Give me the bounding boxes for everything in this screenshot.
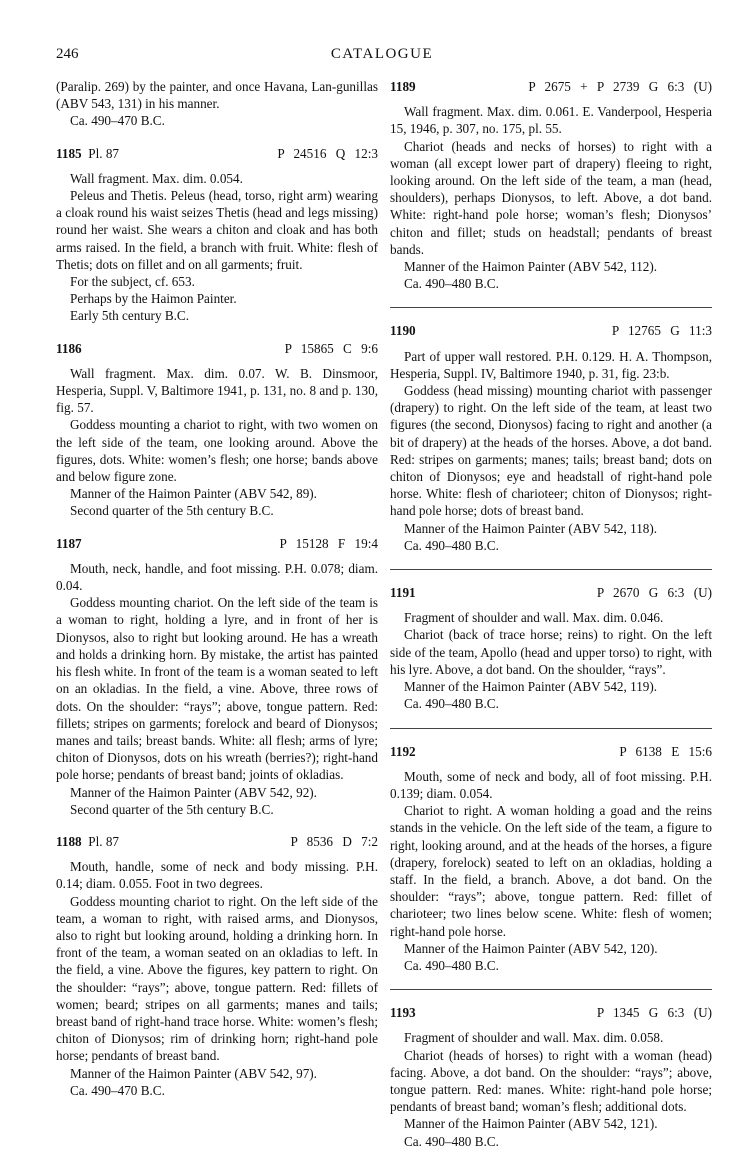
intro-continuation <box>56 78 378 130</box>
entry-header <box>56 833 378 850</box>
entry-number: 1192 <box>390 743 416 759</box>
page-title: CATALOGUE <box>330 46 434 62</box>
inventory-number: P 15865 C 9:6 <box>284 340 378 356</box>
paragraph: Manner of the Haimon Painter (ABV 542, 119). <box>404 679 658 695</box>
paragraph: Goddess mounting chariot to right. On the left side of the team, a woman to right, with raised arms, and Dionysos, also to right but looking around, holding a drinking horn. In front of the team, a woman seated on an okladias to left. In the field, a vine. Above the figures, key pattern to right. On the shoulder: “rays”; above, tongue pattern. Red: fillets of women; beard; stripes on all garments; manes and tails; breast band of right-hand trace horse. White: women’s flesh; chiton of Dionysos; rim of drinking horn; right-hand pole horse; pendants of breast band. <box>56 893 378 1064</box>
section-divider <box>390 989 712 990</box>
entry-number: 1190 <box>390 323 416 339</box>
paragraph: Manner of the Haimon Painter (ABV 542, 118). <box>404 520 658 536</box>
paragraph: Mouth, neck, handle, and foot missing. P.H. 0.078; diam. 0.04. <box>56 560 378 594</box>
entry-header <box>390 743 712 760</box>
entry-number: 1186 <box>56 340 82 356</box>
entry-header <box>390 78 712 95</box>
paragraph: Manner of the Haimon Painter (ABV 542, 97). <box>70 1065 317 1081</box>
plate-ref: Pl. 87 <box>88 833 120 849</box>
date-line: Ca. 490–480 B.C. <box>404 1133 499 1149</box>
inventory-number: P 24516 Q 12:3 <box>277 145 378 161</box>
paragraph: Perhaps by the Haimon Painter. <box>70 291 237 307</box>
section-divider <box>390 307 712 308</box>
page-number: 246 <box>56 46 79 62</box>
right-column <box>390 78 712 1165</box>
entry-number: 1191 <box>390 585 416 601</box>
paragraph: Peleus and Thetis. Peleus (head, torso, right arm) wearing a cloak round his waist seizes Thetis (head and legs missing) round her waist. She wears a chiton and cloak and has both arms raised. In the field, a branch with fruit. White: flesh of Thetis; dots on fillet and on all garments; fruit. <box>56 188 378 272</box>
entry-number: 1193 <box>390 1005 416 1021</box>
paragraph: Manner of the Haimon Painter (ABV 542, 121). <box>404 1116 658 1132</box>
paragraph: Wall fragment. Max. dim. 0.054. <box>70 170 243 186</box>
paragraph: Goddess (head missing) mounting chariot with passenger (drapery) to right. On the left side of the team, at least two figures (the second, Dionysos) facing to right and another (a bit of drapery) at the heads of the horses. Above, a dot band. Red: stripes on garments; manes; tails; breast band; dots on chiton of Dionysos; eye and headstall of right-hand pole horse. White: flesh of charioteer; chiton of Dionysos; right-hand pole horse; dots of breast band. <box>390 383 712 519</box>
paragraph: Manner of the Haimon Painter (ABV 542, 89). <box>70 486 317 502</box>
entry-header <box>56 145 378 162</box>
paragraph: Mouth, handle, some of neck and body missing. P.H. 0.14; diam. 0.055. Foot in two degrees. <box>56 859 378 892</box>
left-column <box>56 78 378 1114</box>
catalogue-entry-1186 <box>56 340 378 520</box>
date-line: Ca. 490–480 B.C. <box>404 696 499 712</box>
inventory-number: P 1345 G 6:3 (U) <box>596 1005 712 1021</box>
plate-ref: Pl. 87 <box>88 145 120 161</box>
inventory-number: P 6138 E 15:6 <box>619 743 712 759</box>
date-line: Ca. 490–480 B.C. <box>404 957 499 973</box>
paragraph: Chariot (heads of horses) to right with a woman (head) facing. Above, a dot band. On the shoulder: “rays”; above, tongue pattern. Red: manes. White: right-hand pole horse; pendants of breast band; woman’s flesh; additional dots. <box>390 1047 712 1115</box>
entry-header <box>390 1004 712 1021</box>
entry-header <box>56 340 378 357</box>
paragraph: Part of upper wall restored. P.H. 0.129. H. A. Thompson, Hesperia, Suppl. IV, Baltimore 1940, p. 31, fig. 23:b. <box>390 348 712 381</box>
inventory-number: P 2670 G 6:3 (U) <box>596 585 712 601</box>
paragraph: Mouth, some of neck and body, all of foot missing. P.H. 0.139; diam. 0.054. <box>390 768 712 801</box>
entry-number: 1185 <box>56 145 82 161</box>
paragraph: (Paralip. 269) by the painter, and once Havana, Lan-gunillas (ABV 543, 131) in his manner. <box>56 79 378 112</box>
inventory-number: P 15128 F 19:4 <box>279 535 378 551</box>
catalogue-entry-1193 <box>390 1004 712 1150</box>
inventory-number: P 12765 G 11:3 <box>611 323 712 339</box>
catalogue-entry-1192 <box>390 743 712 975</box>
date-line: Second quarter of the 5th century B.C. <box>70 801 274 817</box>
entry-header <box>390 322 712 339</box>
paragraph: For the subject, cf. 653. <box>70 274 195 290</box>
date-line: Early 5th century B.C. <box>70 308 190 324</box>
date-line: Ca. 490–480 B.C. <box>404 537 499 553</box>
paragraph: Manner of the Haimon Painter (ABV 542, 92). <box>70 784 317 800</box>
running-head <box>56 46 708 66</box>
entry-header <box>56 535 378 552</box>
entry-number: 1189 <box>390 79 416 94</box>
paragraph: Wall fragment. Max. dim. 0.061. E. Vanderpool, Hesperia 15, 1946, p. 307, no. 175, pl. 55. <box>390 104 712 137</box>
section-divider <box>390 569 712 570</box>
paragraph: Manner of the Haimon Painter (ABV 542, 112). <box>404 259 658 275</box>
inventory-number: P 8536 D 7:2 <box>290 833 378 849</box>
paragraph: Chariot (heads and necks of horses) to right with a woman (all except lower part of drapery) fleeing to right, looking around. On the left side of the team, a man (head, shoulders), perhaps Dionysos, to left. Above, a dot band. White: right-hand pole horse; woman’s flesh; Dionysos’ chiton and fillet; studs on headstall; pendants of breast bands. <box>390 138 712 257</box>
paragraph: Goddess mounting a chariot to right, with two women on the left side of the team, one looking around. Above the figures, dots. White: women’s flesh; one horse; bands above and below figure zone. <box>56 417 378 485</box>
section-divider <box>390 728 712 729</box>
date-line: Ca. 490–470 B.C. <box>70 1082 165 1098</box>
date-line: Ca. 490–470 B.C. <box>70 113 165 129</box>
catalogue-entry-1189 <box>390 78 712 292</box>
entry-number: 1187 <box>56 535 82 551</box>
catalogue-entry-1188 <box>56 833 378 1099</box>
paragraph: Fragment of shoulder and wall. Max. dim. 0.046. <box>404 610 664 626</box>
entry-number: 1188 <box>56 833 82 849</box>
inventory-number: P 2675 + P 2739 G 6:3 (U) <box>528 79 712 94</box>
catalogue-entry-1185 <box>56 145 378 325</box>
catalogue-entry-1190 <box>390 322 712 554</box>
paragraph: Wall fragment. Max. dim. 0.07. W. B. Dinsmoor, Hesperia, Suppl. V, Baltimore 1941, p. 131, no. 8 and p. 130, fig. 57. <box>56 365 378 416</box>
entry-header <box>390 584 712 601</box>
date-line: Second quarter of the 5th century B.C. <box>70 503 274 519</box>
catalogue-entry-1187 <box>56 535 378 818</box>
paragraph: Goddess mounting chariot. On the left side of the team is a woman to right, holding a lyre, and in front of her is Dionysos, also to right but looking around. He has a wreath and holds a drinking horn. By mistake, the artist has painted his flesh white. In front of the team is a woman seated to left on an okladias. In the field, a vine. Above, three rows of dots. On the shoulder: “rays”; above, tongue pattern. Red: fillets; stripes on garments; forelock and beard of Dionysos; manes and tails; breast bands. White: all flesh; arms of lyre; chiton of Dionysos, dots on his wreath (berries?); right-hand pole horse; pendants of breast band; joints of okladias. <box>56 595 378 783</box>
paragraph: Chariot (back of trace horse; reins) to right. On the left side of the team, Apollo (head and upper torso) to right, with his lyre. Above, a dot band. On the shoulder, “rays”. <box>390 627 712 677</box>
catalogue-entry-1191 <box>390 584 712 712</box>
paragraph: Chariot to right. A woman holding a goad and the reins stands in the vehicle. On the left side of the team, a figure to right, looking around, and at the heads of the horses, a figure (drapery, forelock) seated to left on an okladias, holding a staff. In the field, a branch. Above, a dot band. On the shoulder: “rays”; above, tongue pattern. Red: fillet of charioteer; two lines below scene. White: flesh of women; right-hand pole horse. <box>390 803 712 939</box>
paragraph: Fragment of shoulder and wall. Max. dim. 0.058. <box>404 1030 664 1046</box>
date-line: Ca. 490–480 B.C. <box>404 276 499 292</box>
paragraph: Manner of the Haimon Painter (ABV 542, 120). <box>404 940 658 956</box>
